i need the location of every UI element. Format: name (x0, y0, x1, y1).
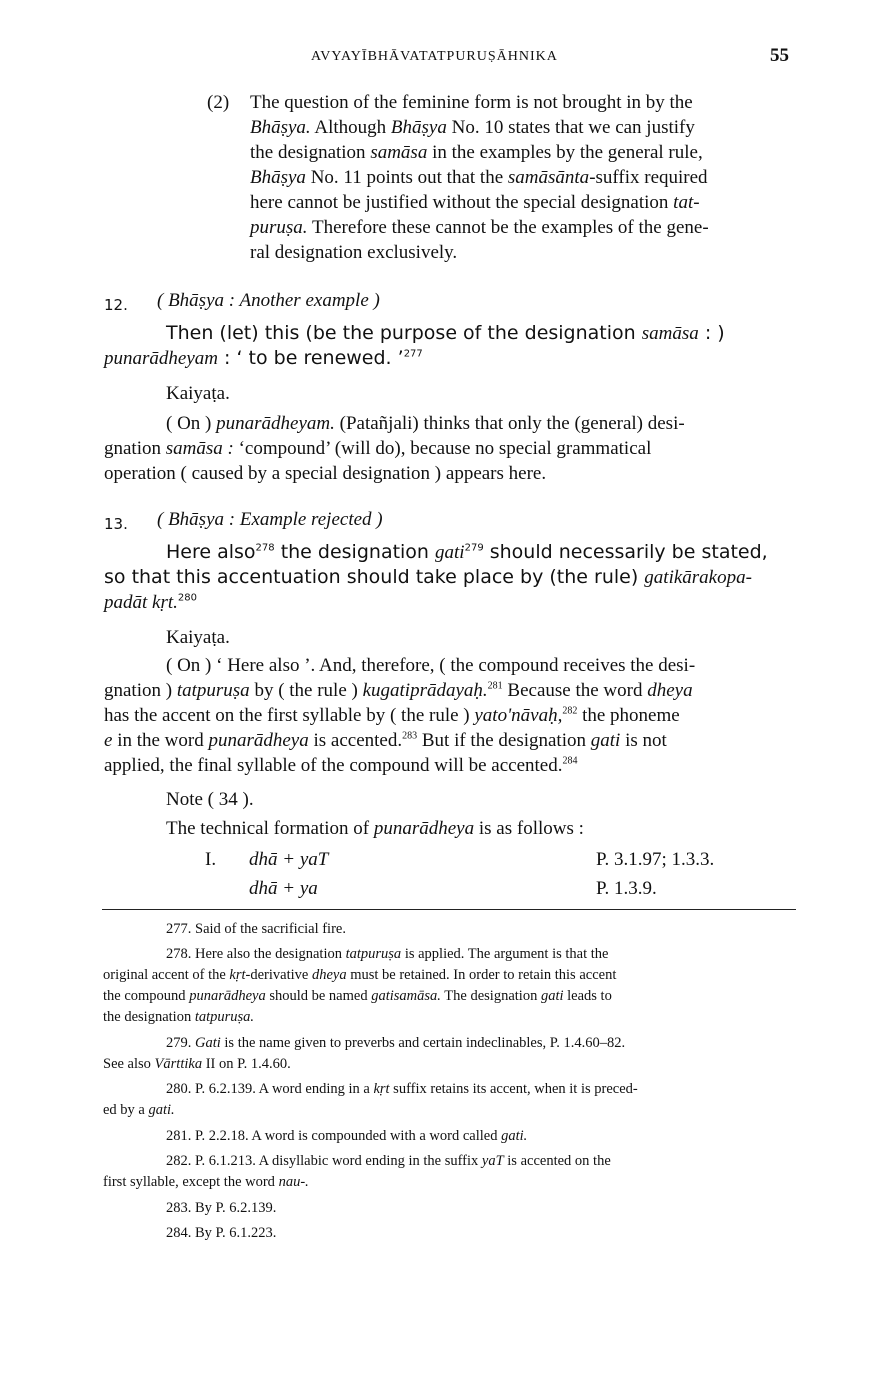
para-2-line-2: Bhāṣya. Although Bhāṣya No. 10 states that we can justify (250, 117, 695, 138)
footnote-282-line-2: first syllable, except the word nau-. (103, 1174, 309, 1190)
running-header: AVYAYĪBHĀVATATPURUṢĀHNIKA (311, 49, 558, 64)
page-number: 55 (770, 45, 789, 66)
footnote-279-line-2: See also Vārttika II on P. 1.4.60. (103, 1056, 291, 1072)
section-12-kaiyata-line-2: gnation samāsa : ‘compound’ (will do), because no special grammatical (104, 438, 652, 459)
section-13-kaiyata-line-4: e in the word punarādheya is accented.$^{283}$ But if the designation gati is not (104, 730, 667, 751)
para-2-line-6: puruṣa. Therefore these cannot be the examples of the gene- (250, 217, 709, 238)
section-13-heading: ( Bhāṣya : Example rejected ) (157, 509, 383, 530)
note-34-title: Note ( 34 ). (166, 789, 254, 810)
section-13-line-1: Here also$^{278}$ the designation gati$^{279}$ should necessarily be stated, (166, 541, 768, 563)
footnote-280-line-2: ed by a gati. (103, 1102, 175, 1118)
formation-row-1-num: I. (205, 849, 217, 870)
footnote-277: 277. Said of the sacrificial fire. (166, 921, 346, 937)
footnote-278-line-2: original accent of the kṛt-derivative dheya must be retained. In order to retain this accent (103, 967, 617, 983)
section-13-kaiyata: Kaiyaṭa. (166, 627, 230, 648)
para-2-line-5: here cannot be justified without the special designation tat- (250, 192, 700, 213)
formation-row-2-form: dhā + ya (249, 878, 318, 899)
footnote-280-line-1: 280. P. 6.2.139. A word ending in a kṛt suffix retains its accent, when it is preced- (166, 1081, 638, 1097)
formation-row-2-ref: P. 1.3.9. (596, 878, 657, 899)
para-2-line-3: the designation samāsa in the examples by the general rule, (250, 142, 703, 163)
formation-row-1-ref: P. 3.1.97; 1.3.3. (596, 849, 715, 870)
footnote-284: 284. By P. 6.1.223. (166, 1225, 277, 1241)
section-12-kaiyata-line-3: operation ( caused by a special designation ) appears here. (104, 463, 547, 484)
footnote-278-line-1: 278. Here also the designation tatpuruṣa is applied. The argument is that the (166, 946, 609, 962)
footnote-283: 283. By P. 6.2.139. (166, 1200, 277, 1216)
footnote-278-line-3: the compound punarādheya should be named gatisamāsa. The designation gati leads to (103, 988, 612, 1004)
footnote-278-line-4: the designation tatpuruṣa. (103, 1009, 255, 1025)
footnote-281: 281. P. 2.2.18. A word is compounded with a word called gati. (166, 1128, 528, 1144)
footnote-rule (102, 909, 796, 910)
section-13-kaiyata-line-5: applied, the final syllable of the compound will be accented.$^{284}$ (104, 755, 578, 776)
section-12-line-2: punarādheyam : ‘ to be renewed. ’$^{277}$ (104, 347, 423, 369)
para-2-line-1: The question of the feminine form is not brought in by the (250, 92, 693, 113)
para-2-marker: (2) (207, 92, 230, 113)
section-13-kaiyata-line-2: gnation ) tatpuruṣa by ( the rule ) kugatiprādayaḥ.$^{281}$ Because the word dheya (104, 680, 693, 701)
section-12-kaiyata: Kaiyaṭa. (166, 383, 230, 404)
section-12-line-1: Then (let) this (be the purpose of the designation samāsa : ) (166, 322, 725, 344)
section-13-kaiyata-line-3: has the accent on the first syllable by ( the rule ) yato'nāvaḥ,$^{282}$ the phoneme (104, 705, 680, 726)
section-13-line-3: padāt kṛt.$^{280}$ (104, 592, 197, 613)
footnote-282-line-1: 282. P. 6.1.213. A disyllabic word ending in the suffix yaT is accented on the (166, 1153, 611, 1169)
note-34-intro: The technical formation of punarādheya is as follows : (166, 818, 584, 839)
section-13-line-2: so that this accentuation should take place by (the rule) gatikārakopa- (104, 566, 752, 588)
section-13-number: 13. (104, 515, 128, 533)
section-12-number: 12. (104, 296, 128, 314)
para-2-line-4: Bhāṣya No. 11 points out that the samāsānta-suffix required (250, 167, 708, 188)
formation-row-1-form: dhā + yaT (249, 849, 329, 870)
section-12-heading: ( Bhāṣya : Another example ) (157, 290, 380, 311)
footnote-279-line-1: 279. Gati is the name given to preverbs and certain indeclinables, P. 1.4.60–82. (166, 1035, 626, 1051)
section-12-kaiyata-line-1: ( On ) punarādheyam. (Patañjali) thinks that only the (general) desi- (166, 413, 685, 434)
section-13-kaiyata-line-1: ( On ) ‘ Here also ’. And, therefore, ( the compound receives the desi- (166, 655, 696, 676)
para-2-line-7: ral designation exclusively. (250, 242, 458, 263)
